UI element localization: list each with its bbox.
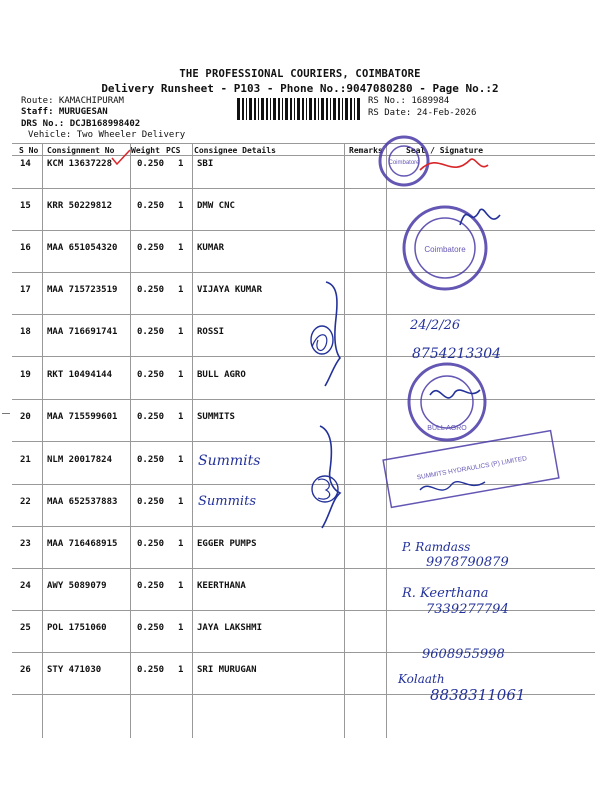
handwritten-consignee: Summits bbox=[198, 494, 256, 509]
details-cell: BULL AGRO bbox=[197, 370, 246, 380]
col-pcs: PCS bbox=[166, 146, 181, 155]
vehicle-text: Vehicle: Two Wheeler Delivery bbox=[28, 130, 186, 140]
sno-cell: 18 bbox=[20, 327, 31, 337]
weight-cell: 0.250 bbox=[137, 412, 165, 422]
pcs-cell: 1 bbox=[178, 327, 184, 337]
weight-cell: 0.250 bbox=[137, 159, 165, 169]
sno-cell: 21 bbox=[20, 455, 31, 465]
rs-date-text: RS Date: 24-Feb-2026 bbox=[368, 108, 477, 118]
handwritten-name: Kolaath bbox=[398, 672, 445, 686]
col-seal: Seal / Signature bbox=[406, 146, 484, 155]
consignment-cell: MAA 716468915 bbox=[47, 539, 118, 549]
consignment-cell: NLM 20017824 bbox=[47, 455, 113, 465]
weight-cell: 0.250 bbox=[137, 370, 165, 380]
consignment-cell: RKT 10494144 bbox=[47, 370, 113, 380]
consignment-cell: STY 471030 bbox=[47, 665, 102, 675]
seal-stamp bbox=[404, 207, 486, 289]
details-cell: SRI MURUGAN bbox=[197, 665, 257, 675]
details-cell: SUMMITS bbox=[197, 412, 235, 422]
handwritten-name: R. Keerthana bbox=[402, 586, 489, 601]
weight-cell: 0.250 bbox=[137, 623, 165, 633]
route-text: Route: KAMACHIPURAM bbox=[21, 96, 124, 106]
consignment-cell: KCM 13637228 bbox=[47, 159, 113, 169]
pcs-cell: 1 bbox=[178, 581, 184, 591]
sno-cell: 14 bbox=[20, 159, 31, 169]
handwritten-name: P. Ramdass bbox=[402, 540, 471, 554]
handwritten-phone: 8838311061 bbox=[430, 686, 526, 704]
sno-cell: 16 bbox=[20, 243, 31, 253]
pcs-cell: 1 bbox=[178, 539, 184, 549]
weight-cell: 0.250 bbox=[137, 243, 165, 253]
details-cell: EGGER PUMPS bbox=[197, 539, 257, 549]
handwritten-date: 24/2/26 bbox=[410, 318, 461, 333]
col-consignment: Consignment No bbox=[47, 146, 115, 155]
pcs-cell: 1 bbox=[178, 285, 184, 295]
consignment-cell: KRR 50229812 bbox=[47, 201, 113, 211]
pcs-cell: 1 bbox=[178, 159, 184, 169]
sno-cell: 17 bbox=[20, 285, 31, 295]
weight-cell: 0.250 bbox=[137, 201, 165, 211]
signature bbox=[420, 482, 485, 490]
seal-stamp bbox=[409, 364, 485, 440]
sno-cell: 24 bbox=[20, 581, 31, 591]
pcs-cell: 1 bbox=[178, 497, 184, 507]
signature bbox=[420, 159, 488, 170]
pcs-cell: 1 bbox=[178, 623, 184, 633]
runsheet-subtitle: Delivery Runsheet - P103 - Phone No.:9047080280 - Page No.:2 bbox=[101, 82, 499, 95]
handwritten-phone: 9608955998 bbox=[422, 647, 505, 662]
consignment-cell: AWY 5089079 bbox=[47, 581, 107, 591]
seal-stamp-text: Coimbatore bbox=[388, 160, 420, 166]
handwritten-phone: 7339277794 bbox=[426, 602, 509, 617]
handwritten-consignee: Summits bbox=[198, 453, 261, 469]
weight-cell: 0.250 bbox=[137, 327, 165, 337]
weight-cell: 0.250 bbox=[137, 285, 165, 295]
weight-cell: 0.250 bbox=[137, 497, 165, 507]
weight-cell: 0.250 bbox=[137, 581, 165, 591]
rs-no-text: RS No.: 1689984 bbox=[368, 96, 450, 106]
details-cell: KEERTHANA bbox=[197, 581, 246, 591]
pcs-cell: 1 bbox=[178, 665, 184, 675]
details-cell: KUMAR bbox=[197, 243, 225, 253]
details-cell: JAYA LAKSHMI bbox=[197, 623, 263, 633]
seal-stamp bbox=[383, 431, 559, 508]
consignment-cell: MAA 715599601 bbox=[47, 412, 118, 422]
consignment-cell: MAA 651054320 bbox=[47, 243, 118, 253]
consignment-cell: MAA 715723519 bbox=[47, 285, 118, 295]
weight-cell: 0.250 bbox=[137, 665, 165, 675]
consignment-cell: MAA 716691741 bbox=[47, 327, 118, 337]
pcs-cell: 1 bbox=[178, 370, 184, 380]
drs-text: DRS No.: DCJB168998402 bbox=[21, 119, 141, 129]
col-remarks: Remarks bbox=[349, 146, 383, 155]
pcs-cell: 1 bbox=[178, 201, 184, 211]
sno-cell: 23 bbox=[20, 539, 31, 549]
details-cell: ROSSI bbox=[197, 327, 225, 337]
details-cell: DMW CNC bbox=[197, 201, 235, 211]
sno-cell: 20 bbox=[20, 412, 31, 422]
details-cell: SBI bbox=[197, 159, 214, 169]
details-cell: VIJAYA KUMAR bbox=[197, 285, 263, 295]
col-sno: S No bbox=[19, 146, 39, 155]
weight-cell: 0.250 bbox=[137, 539, 165, 549]
handwritten-phone: 8754213304 bbox=[412, 346, 502, 362]
col-weight: Weight bbox=[131, 146, 160, 155]
seal-stamp-text: Coimbatore bbox=[424, 245, 466, 254]
staff-text: Staff: MURUGESAN bbox=[21, 107, 108, 117]
seal-stamp-text: SUMMITS HYDRAULICS (P) LIMITED bbox=[416, 455, 528, 482]
sno-cell: 22 bbox=[20, 497, 31, 507]
sno-cell: 25 bbox=[20, 623, 31, 633]
consignment-cell: MAA 652537883 bbox=[47, 497, 118, 507]
pcs-cell: 1 bbox=[178, 243, 184, 253]
sno-cell: 19 bbox=[20, 370, 31, 380]
col-details: Consignee Details bbox=[194, 146, 276, 155]
weight-cell: 0.250 bbox=[137, 455, 165, 465]
seal-stamp-text: BULL AGRO bbox=[427, 425, 467, 432]
pcs-cell: 1 bbox=[178, 455, 184, 465]
company-title: THE PROFESSIONAL COURIERS, COIMBATORE bbox=[179, 68, 421, 80]
sno-cell: 15 bbox=[20, 201, 31, 211]
seal-stamp bbox=[380, 137, 428, 185]
sno-cell: 26 bbox=[20, 665, 31, 675]
handwritten-phone: 9978790879 bbox=[426, 555, 509, 570]
pcs-cell: 1 bbox=[178, 412, 184, 422]
consignment-cell: POL 1751060 bbox=[47, 623, 107, 633]
